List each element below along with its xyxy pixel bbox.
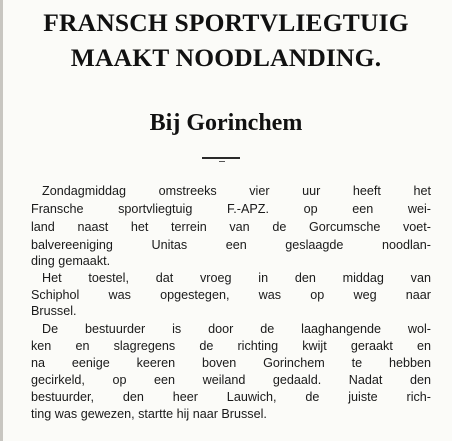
paragraph-1-line-5: ding gemaakt.	[31, 254, 111, 268]
separator-ornament	[219, 161, 225, 162]
paragraph-3-line-2: ken en slagregens de richting kwijt geraakt en	[31, 339, 431, 353]
paragraph-1-line-1: Zondagmiddag omstreeks vier uur heeft het	[42, 184, 431, 198]
paragraph-1-line-2: Fransche sportvliegtuig F.-APZ. op een wei-	[31, 202, 431, 216]
paragraph-2-line-2: Schiphol was opgestegen, was op weg naar	[31, 288, 431, 302]
paragraph-3-line-1: De bestuurder is door de laaghangende wol-	[42, 322, 431, 336]
paragraph-2-line-1: Het toestel, dat vroeg in den middag van	[42, 271, 431, 285]
paragraph-3-line-5: bestuurder, den heer Lauwich, de juiste rich-	[31, 390, 431, 404]
headline-line-1: FRANSCH SPORTVLIEGTUIG	[43, 8, 409, 37]
paragraph-3-line-6: ting was gewezen, startte hij naar Brussel.	[31, 407, 267, 421]
headline-line-2: MAAKT NOODLANDING.	[70, 43, 382, 72]
subheading: Bij Gorinchem	[149, 110, 303, 136]
paragraph-1-line-3: land naast het terrein van de Gorcumsche voet-	[31, 220, 431, 234]
paragraph-2-line-3: Brussel.	[31, 304, 77, 318]
paragraph-3-line-4: gecirkeld, op een weiland gedaald. Nadat den	[31, 373, 431, 387]
separator-rule	[202, 157, 240, 159]
paragraph-3-line-3: na eenige keeren boven Gorinchem te hebben	[31, 356, 431, 370]
paragraph-1-line-4: balvereeniging Unitas een geslaagde noodlan-	[31, 238, 431, 252]
